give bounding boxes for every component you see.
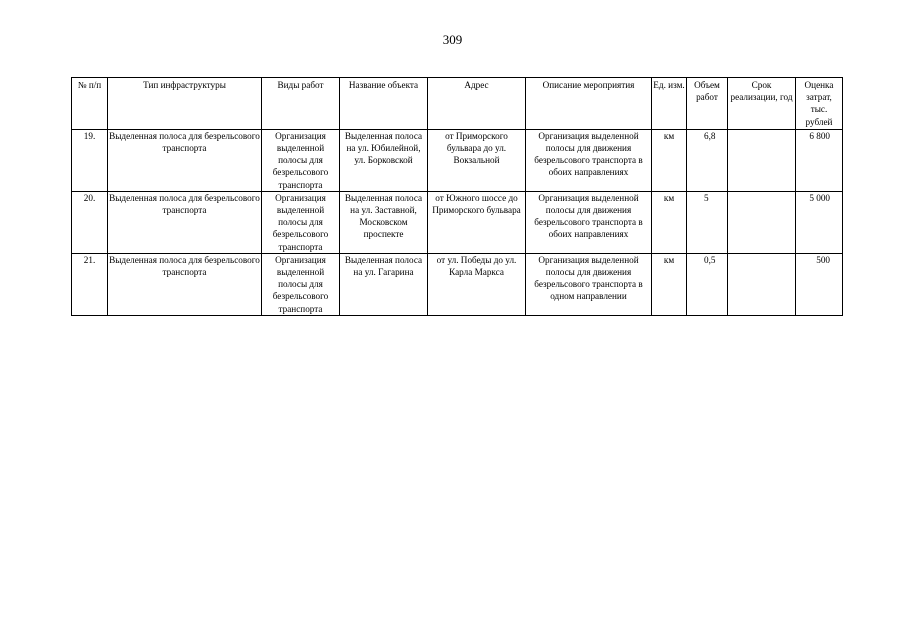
cell-cost: 5 000 xyxy=(796,191,843,253)
cell-address: от ул. Победы до ул. Карла Маркса xyxy=(428,253,526,315)
cell-volume: 0,5 xyxy=(687,253,728,315)
cell-works: Организация выделенной полосы для безрельсового транспорта xyxy=(262,191,340,253)
header-object: Название объекта xyxy=(340,78,428,130)
cell-cost: 6 800 xyxy=(796,129,843,191)
cell-term xyxy=(728,253,796,315)
cell-works: Организация выделенной полосы для безрельсового транспорта xyxy=(262,253,340,315)
header-description: Описание мероприятия xyxy=(526,78,652,130)
cell-term xyxy=(728,129,796,191)
header-works: Виды работ xyxy=(262,78,340,130)
cell-term xyxy=(728,191,796,253)
cell-object: Выделенная полоса на ул. Гагарина xyxy=(340,253,428,315)
cell-type: Выделенная полоса для безрельсового транспорта xyxy=(108,253,262,315)
cell-object: Выделенная полоса на ул. Заставной, Московском проспекте xyxy=(340,191,428,253)
cell-address: от Приморского бульвара до ул. Вокзальной xyxy=(428,129,526,191)
page-number: 309 xyxy=(442,32,463,47)
header-address: Адрес xyxy=(428,78,526,130)
cell-volume: 6,8 xyxy=(687,129,728,191)
table-header-row xyxy=(72,78,843,130)
cell-description: Организация выделенной полосы для движения безрельсового транспорта в обоих направлениях xyxy=(526,191,652,253)
cell-num: 19. xyxy=(72,129,108,191)
cell-unit: км xyxy=(652,191,687,253)
table-row xyxy=(72,191,843,253)
cell-cost: 500 xyxy=(796,253,843,315)
header-type: Тип инфраструктуры xyxy=(108,78,262,130)
header-num: № п/п xyxy=(72,78,108,130)
cell-description: Организация выделенной полосы для движения безрельсового транспорта в одном направлении xyxy=(526,253,652,315)
table-row xyxy=(72,129,843,191)
cell-num: 20. xyxy=(72,191,108,253)
header-cost: Оценка затрат, тыс. рублей xyxy=(796,78,843,130)
cell-type: Выделенная полоса для безрельсового транспорта xyxy=(108,129,262,191)
infrastructure-table xyxy=(71,77,843,316)
cell-volume: 5 xyxy=(687,191,728,253)
cell-unit: км xyxy=(652,129,687,191)
cell-description: Организация выделенной полосы для движения безрельсового транспорта в обоих направлениях xyxy=(526,129,652,191)
cell-object: Выделенная полоса на ул. Юбилейной, ул. Борковской xyxy=(340,129,428,191)
header-term: Срок реализации, год xyxy=(728,78,796,130)
cell-works: Организация выделенной полосы для безрельсового транспорта xyxy=(262,129,340,191)
cell-address: от Южного шоссе до Приморского бульвара xyxy=(428,191,526,253)
header-unit: Ед. изм. xyxy=(652,78,687,130)
header-volume: Объем работ xyxy=(687,78,728,130)
cell-num: 21. xyxy=(72,253,108,315)
cell-type: Выделенная полоса для безрельсового транспорта xyxy=(108,191,262,253)
table-row xyxy=(72,253,843,315)
cell-unit: км xyxy=(652,253,687,315)
